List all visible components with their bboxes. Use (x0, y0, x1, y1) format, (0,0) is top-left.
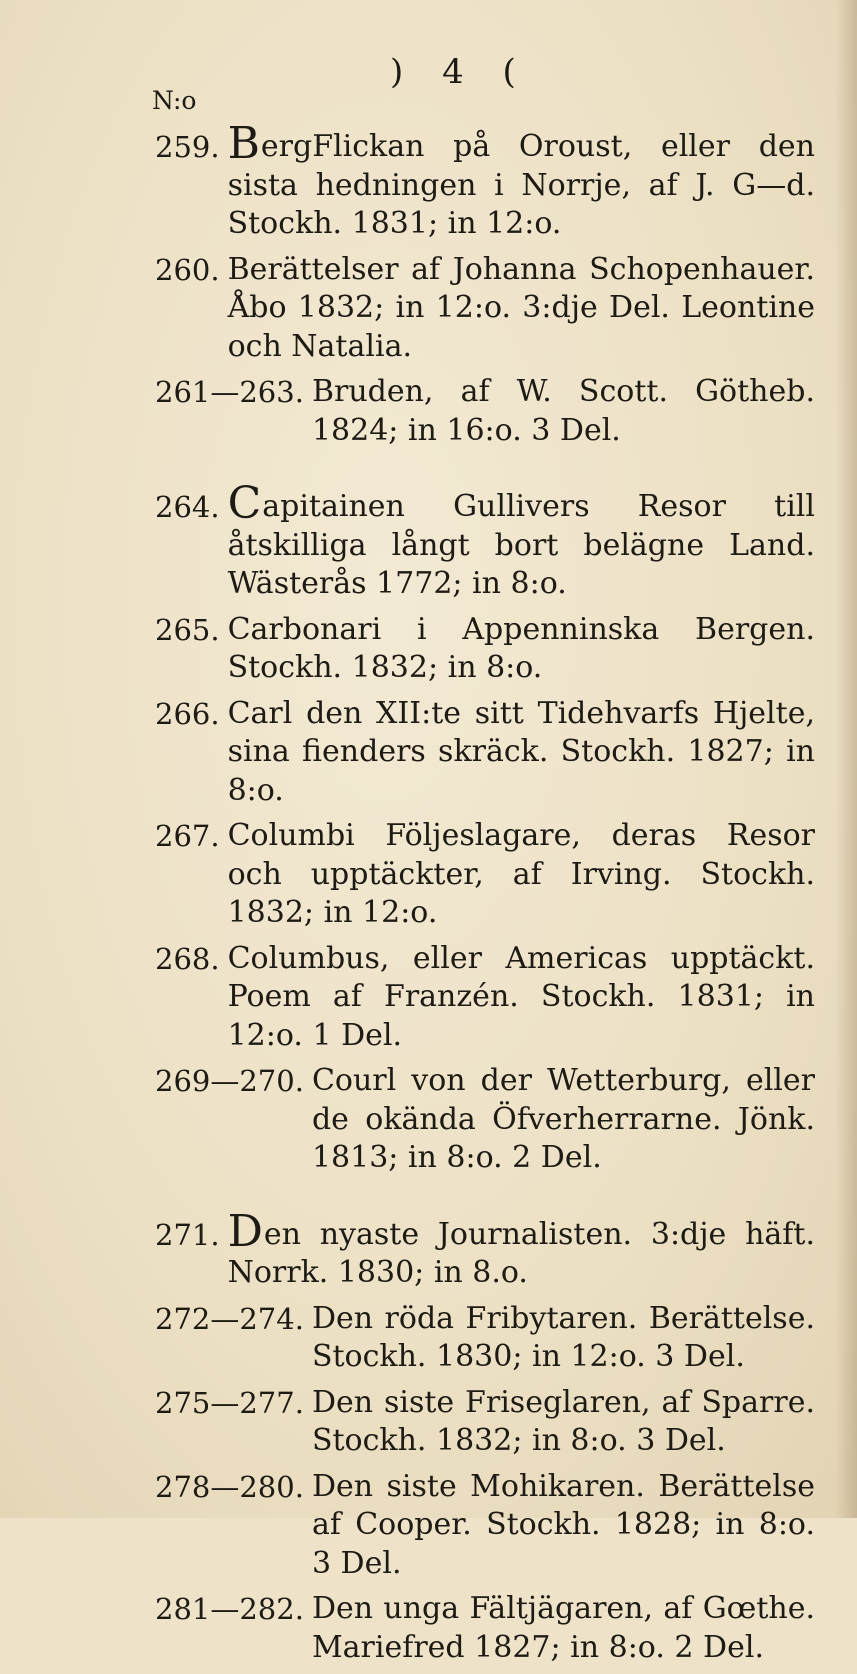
entry-number: 281—282. (155, 1592, 304, 1626)
entry-number: 271. (155, 1217, 220, 1252)
entry-text-block (227, 478, 815, 604)
catalog-entry (155, 817, 815, 933)
catalog-entry (155, 1205, 815, 1293)
entry-number: 272—274. (155, 1301, 304, 1336)
catalog-entry (155, 1384, 815, 1461)
entry-text: Columbi Följeslagare, deras Resor och upptäckter, af Irving. Stockh. 1832; in 12:o. (227, 818, 815, 930)
catalog-entry (155, 251, 815, 367)
entry-text: Bruden, af W. Scott. Götheb. 1824; in 16:o. 3 Del. (311, 374, 815, 448)
catalog-entry (155, 940, 815, 1056)
entry-text: Courl von der Wetterburg, eller de okända Öfverherrarne. Jönk. 1813; in 8:o. 2 Del. (311, 1063, 815, 1175)
catalog-entry (155, 611, 815, 688)
catalog-entries (155, 118, 815, 1674)
number-label: N:o (152, 86, 197, 115)
entry-text: Den röda Fribytaren. Berättelse. Stockh. 1830; in 12:o. 3 Del. (311, 1300, 815, 1374)
entry-text: Berättelser af Johanna Schopenhauer. Åbo 1832; in 12:o. 3:dje Del. Leontine och Natalia. (227, 251, 815, 364)
catalog-entry (155, 373, 815, 450)
entry-text: apitainen Gullivers Resor till åtskilliga långt bort belägne Land. Wästerås 1772; in 8:o. (227, 489, 815, 601)
entry-text-block (227, 118, 815, 244)
entry-text: Carbonari i Appenninska Bergen. Stockh. 1832; in 8:o. (227, 611, 815, 685)
entry-number: 259. (155, 130, 220, 164)
entry-number: 261—263. (155, 375, 304, 409)
entry-text: en nyaste Journalisten. 3:dje häft. Norrk. 1830; in 8.o. (227, 1216, 815, 1290)
initial-letter: B (227, 118, 260, 169)
initial-letter: D (227, 1205, 263, 1257)
entry-number: 266. (155, 696, 220, 731)
page-header (0, 52, 857, 115)
entry-text: ergFlickan på Oroust, eller den sista hedningen i Norrje, af J. G—d. Stockh. 1831; in 12:o. (227, 129, 815, 241)
entry-text: Den siste Mohikaren. Berättelse af Cooper. Stockh. 1828; in 8:o. 3 Del. (311, 1468, 815, 1581)
entry-number: 278—280. (155, 1469, 304, 1504)
entry-number: 275—277. (155, 1385, 304, 1420)
entry-text: Den unga Fältjägaren, af Gœthe. Mariefred 1827; in 8:o. 2 Del. (311, 1591, 815, 1665)
catalog-entry (155, 1062, 815, 1178)
catalog-entry (155, 1300, 815, 1377)
entry-number: 264. (155, 490, 220, 524)
catalog-entry (155, 1468, 815, 1584)
entry-text: Carl den XII:te sitt Tidehvarfs Hjelte, sina fienders skräck. Stockh. 1827; in 8:o. (227, 695, 815, 808)
entry-number: 260. (155, 252, 220, 287)
entry-number: 268. (155, 941, 220, 976)
page-edge-shadow (835, 0, 857, 1518)
entry-number: 265. (155, 612, 220, 647)
catalog-entry (155, 695, 815, 811)
entry-text: Columbus, eller Americas upptäckt. Poem af Franzén. Stockh. 1831; in 12:o. 1 Del. (227, 940, 815, 1053)
page-number: ) 4 ( (390, 52, 530, 92)
entry-text: Den siste Friseglaren, af Sparre. Stockh. 1832; in 8:o. 3 Del. (311, 1384, 815, 1458)
catalog-entry (155, 478, 815, 604)
entry-number: 267. (155, 819, 220, 853)
entry-text-block (227, 1205, 815, 1293)
catalog-entry (155, 118, 815, 244)
initial-letter: C (227, 478, 262, 529)
catalog-entry (155, 1590, 815, 1667)
entry-number: 269—270. (155, 1064, 304, 1098)
